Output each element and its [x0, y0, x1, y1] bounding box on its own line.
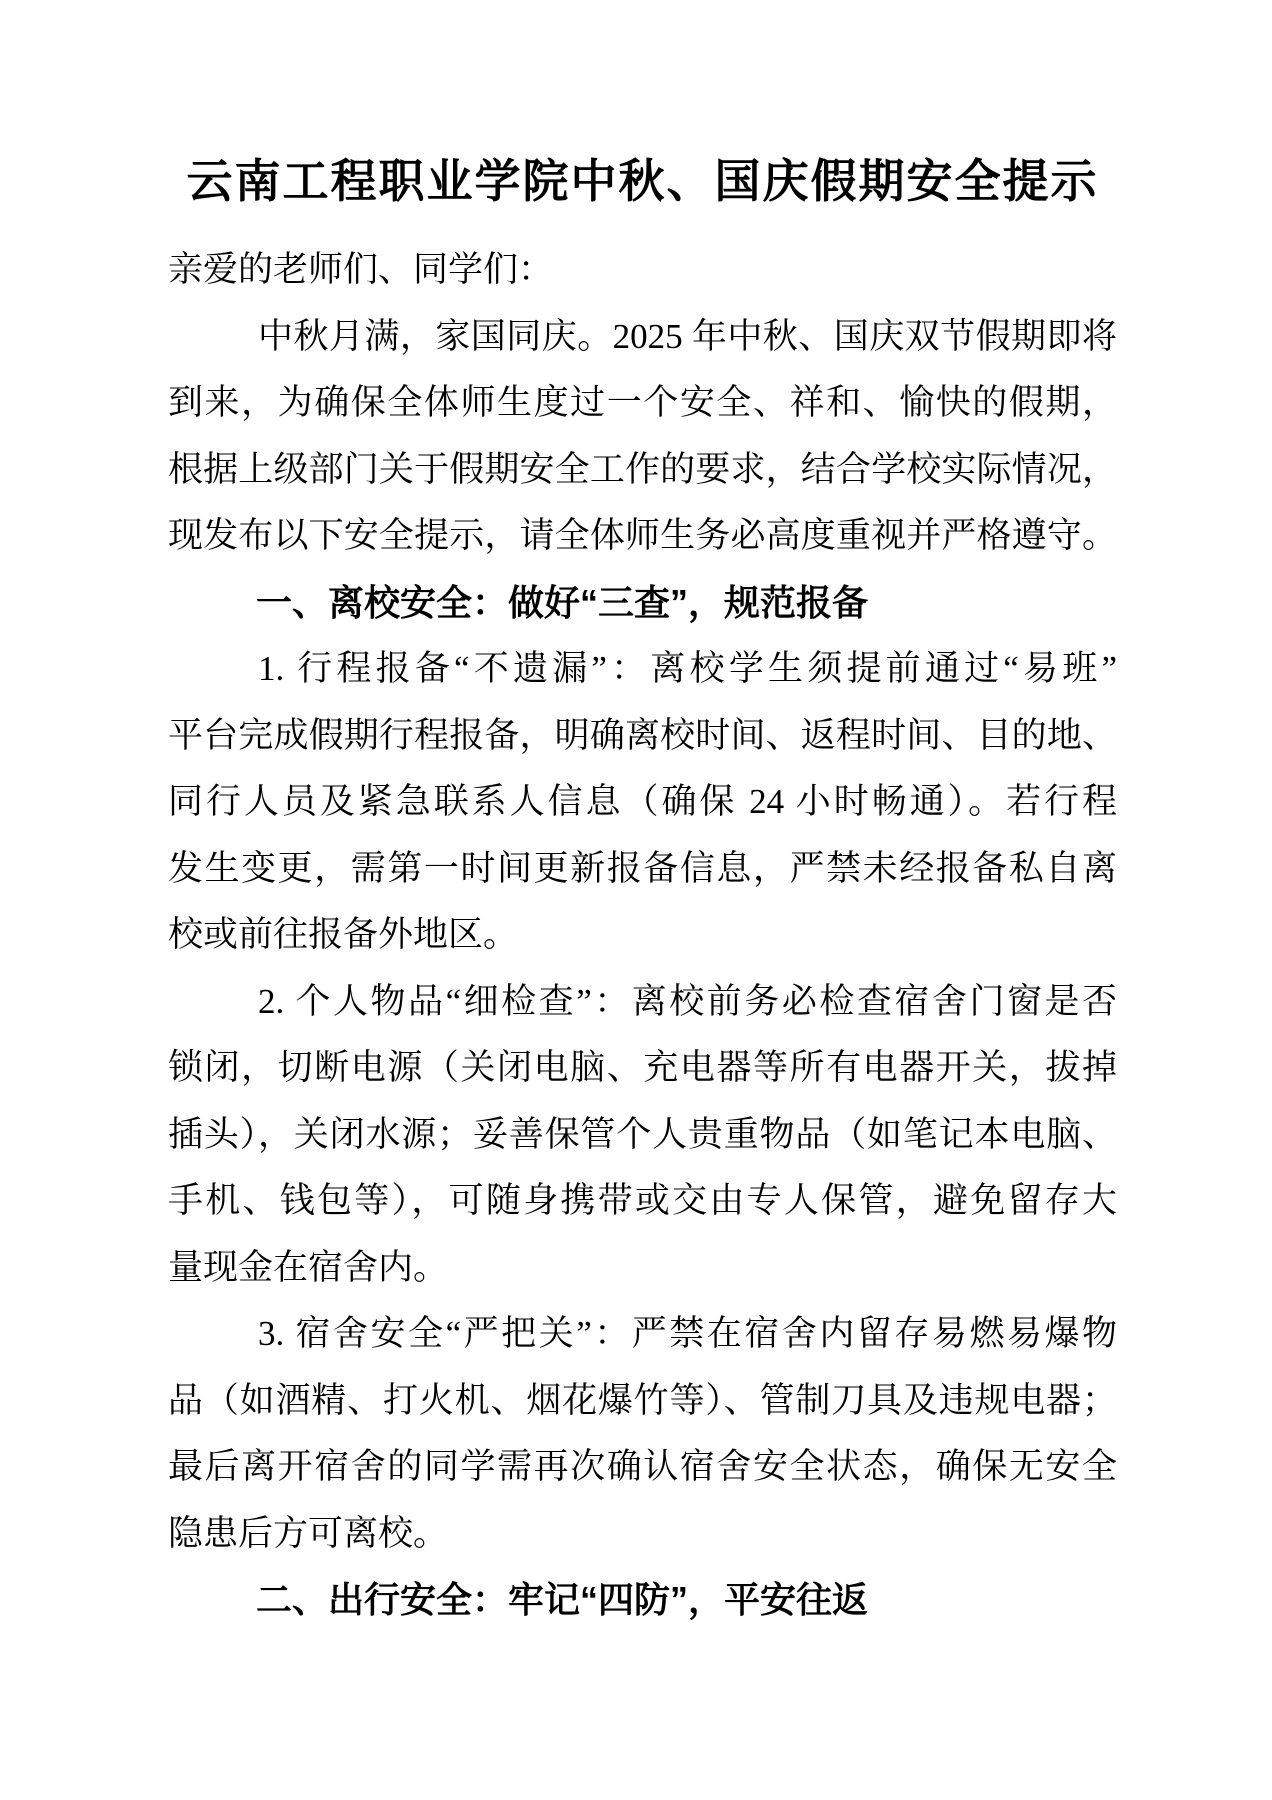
section-heading: 二、出行安全：牢记“四防”，平安往返 [256, 1579, 869, 1620]
document-body [168, 304, 1117, 1634]
paragraph-line: 校或前往报备外地区。 [168, 915, 519, 954]
paragraph-line: 最后离开宿舍的同学需再次确认宿舍安全状态，确保无安全 [168, 1447, 1117, 1486]
paragraph-line: 同行人员及紧急联系人信息（确保 24 小时畅通）。若行程 [168, 782, 1117, 821]
paragraph-line: 现发布以下安全提示，请全体师生务必高度重视并严格遵守。 [168, 516, 1117, 555]
paragraph-line: 插头），关闭水源；妥善保管个人贵重物品（如笔记本电脑、 [168, 1114, 1117, 1154]
paragraph-line: 发生变更，需第一时间更新报备信息，严禁未经报备私自离 [168, 848, 1117, 888]
paragraph-line: 隐患后方可离校。 [168, 1513, 449, 1553]
paragraph-line: 中秋月满，家国同庆。2025 年中秋、国庆双节假期即将 [258, 316, 1117, 356]
paragraph-line: 量现金在宿舍内。 [168, 1247, 449, 1287]
paragraph-line: 手机、钱包等），可随身携带或交由专人保管，避免留存大 [168, 1181, 1117, 1220]
paragraph-line: 品（如酒精、打火机、烟花爆竹等）、管制刀具及违规电器； [168, 1380, 1117, 1420]
paragraph-line: 1. 行程报备“不遗漏”：离校学生须提前通过“易班” [258, 649, 1117, 688]
document-title: 云南工程职业学院中秋、国庆假期安全提示 [186, 156, 1099, 207]
paragraph-line: 到来，为确保全体师生度过一个安全、祥和、愉快的假期， [168, 383, 1117, 422]
salutation-line: 亲爱的老师们、同学们： [168, 250, 554, 289]
paragraph-line: 平台完成假期行程报备，明确离校时间、返程时间、目的地、 [168, 715, 1117, 755]
paragraph-line: 3. 宿舍安全“严把关”：严禁在宿舍内留存易燃易爆物 [258, 1314, 1117, 1353]
paragraph-line: 2. 个人物品“细检查”：离校前务必检查宿舍门窗是否 [258, 981, 1117, 1021]
paragraph-line: 锁闭，切断电源（关闭电脑、充电器等所有电器开关，拔掉 [168, 1048, 1117, 1087]
section-heading: 一、离校安全：做好“三查”，规范报备 [256, 581, 869, 623]
paragraph-line: 根据上级部门关于假期安全工作的要求，结合学校实际情况， [168, 449, 1117, 489]
